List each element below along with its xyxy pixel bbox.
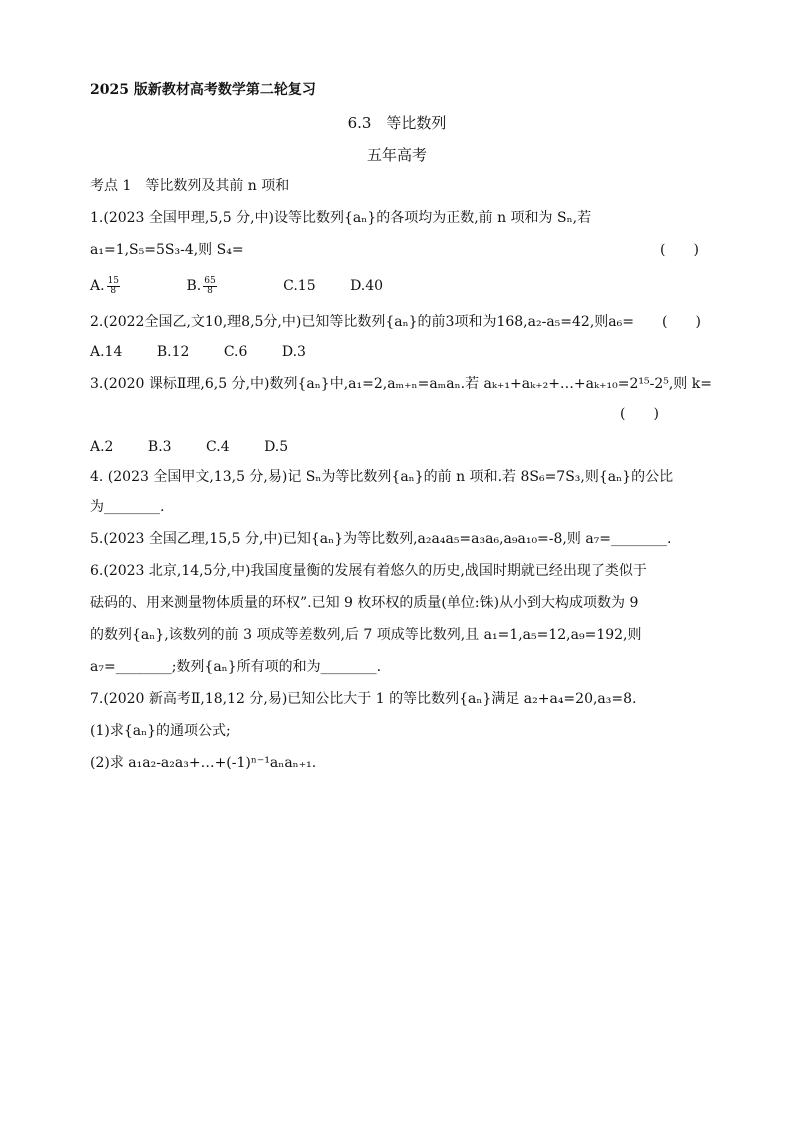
point-heading: 考点 1 等比数列及其前 n 项和: [90, 178, 290, 194]
choice-c: C.6: [223, 344, 248, 360]
question-6-line-1: 6.(2023 北京,14,5分,中)我国度量衡的发展有着悠久的历史,战国时期就已经出现了类似于: [90, 563, 647, 579]
choice-b: B. $\frac{65}{8}$: [186, 275, 216, 296]
question-3-answer-paren: ( ): [620, 406, 659, 422]
question-7-part-2: (2)求 a₁a₂-a₂a₃+…+(-1)ⁿ⁻¹aₙaₙ₊₁.: [90, 755, 317, 771]
choice-d: D.40: [350, 278, 384, 294]
question-4-line-1: 4. (2023 全国甲文,13,5 分,易)记 Sₙ为等比数列{aₙ}的前 n 项和.若 8S₆=7S₃,则{aₙ}的公比: [90, 469, 674, 485]
choice-a: A.2: [90, 439, 114, 455]
choice-b: B.3: [147, 439, 172, 455]
question-1-line-2: a₁=1,S₅=5S₃-4,则 S₄=: [90, 242, 244, 258]
section-title: 6.3 等比数列: [347, 114, 447, 132]
choice-a: A.14: [90, 344, 123, 360]
choice-d: D.3: [281, 344, 306, 360]
question-7-line-1: 7.(2020 新高考Ⅱ,18,12 分,易)已知公比大于 1 的等比数列{aₙ}满足 a₂+a₄=20,a₃=8.: [90, 691, 637, 707]
question-6-line-3: 的数列{aₙ},该数列的前 3 项成等差数列,后 7 项成等比数列,且 a₁=1,a₅=12,a₉=192,则: [90, 627, 642, 643]
question-1-answer-paren: ( ): [660, 242, 699, 258]
choice-a: A. $\frac{15}{8}$: [90, 275, 120, 296]
question-3-line-1: 3.(2020 课标Ⅱ理,6,5 分,中)数列{aₙ}中,a₁=2,aₘ₊ₙ=aₘaₙ.若 aₖ₊₁+aₖ₊₂+…+aₖ₊₁₀=2¹⁵-2⁵,则 k=: [90, 376, 712, 392]
question-4-line-2: 为________.: [90, 499, 165, 515]
question-7-part-1: (1)求{aₙ}的通项公式;: [90, 723, 231, 739]
question-2-choices: [90, 342, 705, 362]
question-2-line-1: 2.(2022全国乙,文10,理8,5分,中)已知等比数列{aₙ}的前3项和为168,a₂-a₅=42,则a₆=: [90, 314, 634, 330]
document-title: 2025 版新教材高考数学第二轮复习: [90, 82, 316, 98]
question-2-answer-paren: ( ): [662, 314, 701, 330]
question-5-line-1: 5.(2023 全国乙理,15,5 分,中)已知{aₙ}为等比数列,a₂a₄a₅=a₃a₆,a₉a₁₀=-8,则 a₇=________.: [90, 531, 672, 547]
question-1-choices: [90, 276, 705, 296]
question-6-line-2: 砝码的、用来测量物体质量的环权”.已知 9 枚环权的质量(单位:铢)从小到大构成项数为 9: [90, 595, 639, 611]
choice-d: D.5: [264, 439, 289, 455]
choice-b: B.12: [156, 344, 190, 360]
choice-c: C.15: [283, 278, 316, 294]
question-6-line-4: a₇=________;数列{aₙ}所有项的和为________.: [90, 659, 382, 675]
question-3-choices: [90, 437, 705, 457]
section-subtitle: 五年高考: [366, 146, 427, 164]
choice-c: C.4: [206, 439, 230, 455]
question-1-line-1: 1.(2023 全国甲理,5,5 分,中)设等比数列{aₙ}的各项均为正数,前 n 项和为 Sₙ,若: [90, 210, 592, 226]
